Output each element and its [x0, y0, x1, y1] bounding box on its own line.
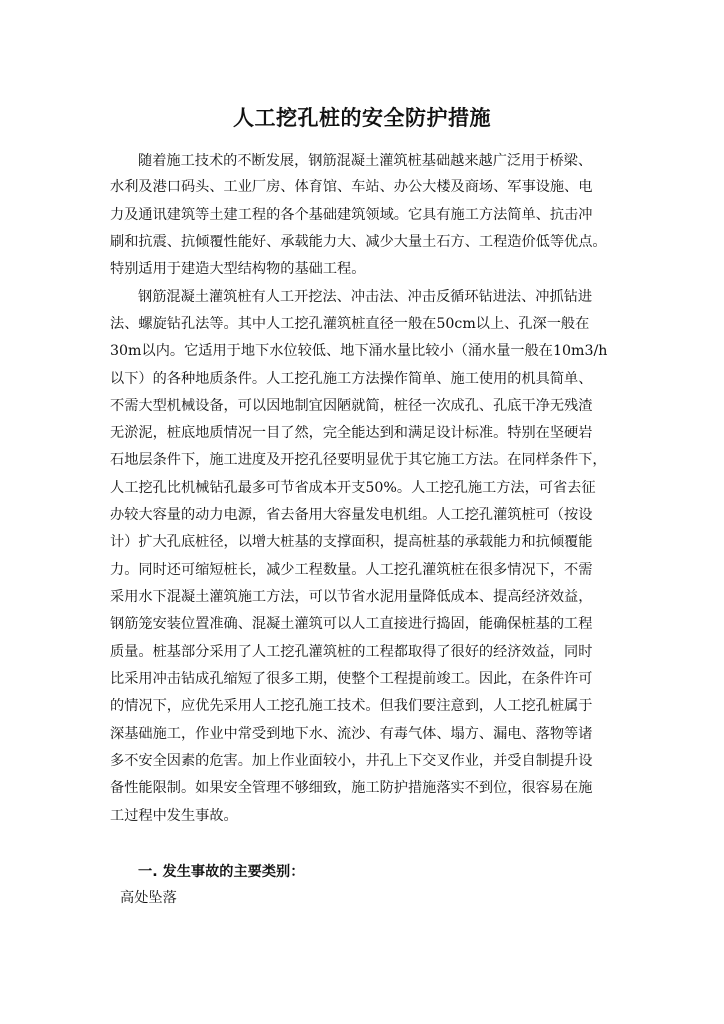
list-item: 高处坠落: [120, 890, 177, 906]
paragraph-line: 特别适用于建造大型结构物的基础工程。: [110, 261, 366, 277]
paragraph-line: 力及通讯建筑等土建工程的各个基础建筑领域。它具有施工方法简单、抗击冲: [110, 207, 593, 223]
paragraph-line: 多不安全因素的危害。加上作业面较小，井孔上下交叉作业，并受自制提升设: [110, 753, 593, 769]
paragraph-line: 比采用冲击钻成孔缩短了很多工期，使整个工程提前竣工。因此，在条件许可: [110, 671, 593, 687]
paragraph-line: 30m以内。它适用于地下水位较低、地下涌水量比较小（涌水量一般在10m3/h: [110, 343, 608, 359]
document-title: 人工挖孔桩的安全防护措施: [233, 106, 491, 130]
paragraph-line: 工过程中发生事故。: [110, 808, 238, 824]
paragraph-line: 水利及港口码头、工业厂房、体育馆、车站、办公大楼及商场、军事设施、电: [110, 179, 593, 195]
paragraph-line: 刷和抗震、抗倾覆性能好、承载能力大、减少大量土石方、工程造价低等优点。: [110, 234, 607, 250]
paragraph-line: 力。同时还可缩短桩长，减少工程数量。人工挖孔灌筑桩在很多情况下，不需: [110, 562, 593, 578]
paragraph-line: 备性能限制。如果安全管理不够细致，施工防护措施落实不到位，很容易在施: [110, 780, 593, 796]
paragraph-line: 石地层条件下，施工进度及开挖孔径要明显优于其它施工方法。在同样条件下，: [110, 452, 607, 468]
paragraph-line: 法、螺旋钻孔法等。其中人工挖孔灌筑桩直径一般在50cm以上、孔深一般在: [110, 316, 590, 332]
paragraph-line: 采用水下混凝土灌筑施工方法，可以节省水泥用量降低成本、提高经济效益，: [110, 589, 593, 605]
paragraph-line: 钢筋笼安装位置准确、混凝土灌筑可以人工直接进行捣固，能确保桩基的工程: [110, 616, 593, 632]
paragraph-line: 随着施工技术的不断发展，钢筋混凝土灌筑桩基础越来越广泛用于桥梁、: [138, 153, 593, 169]
paragraph-line: 不需大型机械设备，可以因地制宜因陋就简，桩径一次成孔、孔底干净无残渣: [110, 398, 593, 414]
section-heading: 一. 发生事故的主要类别：: [138, 864, 305, 880]
paragraph-line: 人工挖孔比机械钻孔最多可节省成本开支50%。人工挖孔施工方法，可省去征: [110, 480, 596, 496]
paragraph-line: 质量。桩基部分采用了人工挖孔灌筑桩的工程都取得了很好的经济效益，同时: [110, 644, 593, 660]
paragraph-line: 钢筋混凝土灌筑桩有人工开挖法、冲击法、冲击反循环钻进法、冲抓钻进: [138, 289, 593, 305]
paragraph-line: 办较大容量的动力电源，省去备用大容量发电机组。人工挖孔灌筑桩可（按设: [110, 507, 593, 523]
paragraph-line: 无淤泥，桩底地质情况一目了然，完全能达到和满足设计标准。特别在坚硬岩: [110, 425, 593, 441]
paragraph-line: 以下）的各种地质条件。人工挖孔施工方法操作简单、施工使用的机具简单、: [110, 371, 593, 387]
paragraph-line: 的情况下，应优先采用人工挖孔施工技术。但我们要注意到，人工挖孔桩属于: [110, 698, 593, 714]
paragraph-line: 计）扩大孔底桩径，以增大桩基的支撑面积，提高桩基的承载能力和抗倾覆能: [110, 534, 593, 550]
paragraph-line: 深基础施工，作业中常受到地下水、流沙、有毒气体、塌方、漏电、落物等诸: [110, 726, 593, 742]
